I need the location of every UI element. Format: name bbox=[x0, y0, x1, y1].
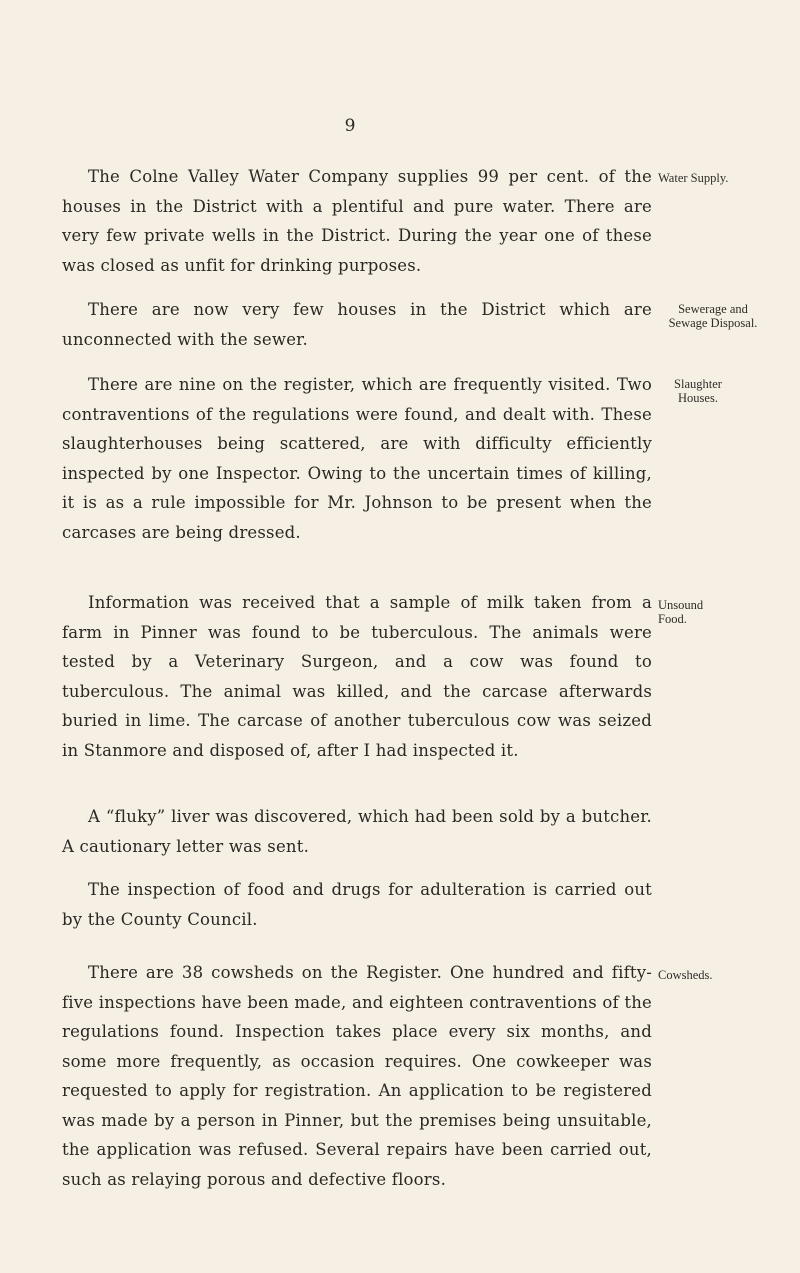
section-sewerage bbox=[62, 295, 652, 354]
section-fluky-liver bbox=[62, 802, 652, 861]
margin-note-slaughter-houses: Slaughter Houses. bbox=[674, 377, 722, 405]
paragraph-fluky-liver: A “fluky” liver was discovered, which had been sold by a butcher. A cautionary letter was sent. bbox=[62, 807, 652, 856]
paragraph-sewerage: There are now very few houses in the District which are unconnected with the sewer. bbox=[62, 300, 652, 349]
margin-note-sewerage: Sewerage and Sewage Disposal. bbox=[668, 302, 758, 330]
paragraph-unsound-food: Information was received that a sample of milk taken from a farm in Pinner was found to be tuberculous. The animals were tested by a Veterinary Surgeon, and a cow was found to tuberculous. The animal was killed, and the carcase afterwards buried in lime. The carcase of another tuberculous cow was seized in Stanmore and disposed of, after I had inspected it. bbox=[62, 593, 652, 760]
section-slaughter-houses bbox=[62, 370, 652, 547]
section-water-supply bbox=[62, 162, 652, 280]
paragraph-cowsheds: There are 38 cowsheds on the Register. One hundred and fifty-five inspections have been made, and eighteen contraventions of the regulations found. Inspection takes place every six months, and some more frequently, as occasion requires. One cowkeeper was requested to apply for registration. An application to be registered was made by a person in Pinner, but the premises being unsuitable, the application was refused. Several repairs have been carried out, such as relaying porous and defective floors. bbox=[62, 963, 652, 1189]
page-number: 9 bbox=[344, 116, 356, 136]
paragraph-slaughter-houses: There are nine on the register, which are frequently visited. Two contraventions of the regulations were found, and dealt with. These slaughterhouses being scattered, are with difficulty efficiently inspected by one Inspector. Owing to the uncertain times of killing, it is as a rule impossible for Mr. Johnson to be present when the carcases are being dressed. bbox=[62, 375, 652, 542]
section-unsound-food bbox=[62, 588, 652, 765]
margin-note-water-supply: Water Supply. bbox=[658, 171, 729, 185]
margin-note-unsound-food: Unsound Food. bbox=[658, 598, 704, 626]
section-cowsheds bbox=[62, 958, 652, 1194]
margin-note-cowsheds: Cowsheds. bbox=[658, 968, 713, 982]
paragraph-food-and-drugs: The inspection of food and drugs for adulteration is carried out by the County Council. bbox=[62, 880, 652, 929]
paragraph-water-supply: The Colne Valley Water Company supplies 99 per cent. of the houses in the District with a plentiful and pure water. There are very few private wells in the District. During the year one of these was closed as unfit for drinking purposes. bbox=[62, 167, 652, 275]
section-food-and-drugs bbox=[62, 875, 652, 934]
